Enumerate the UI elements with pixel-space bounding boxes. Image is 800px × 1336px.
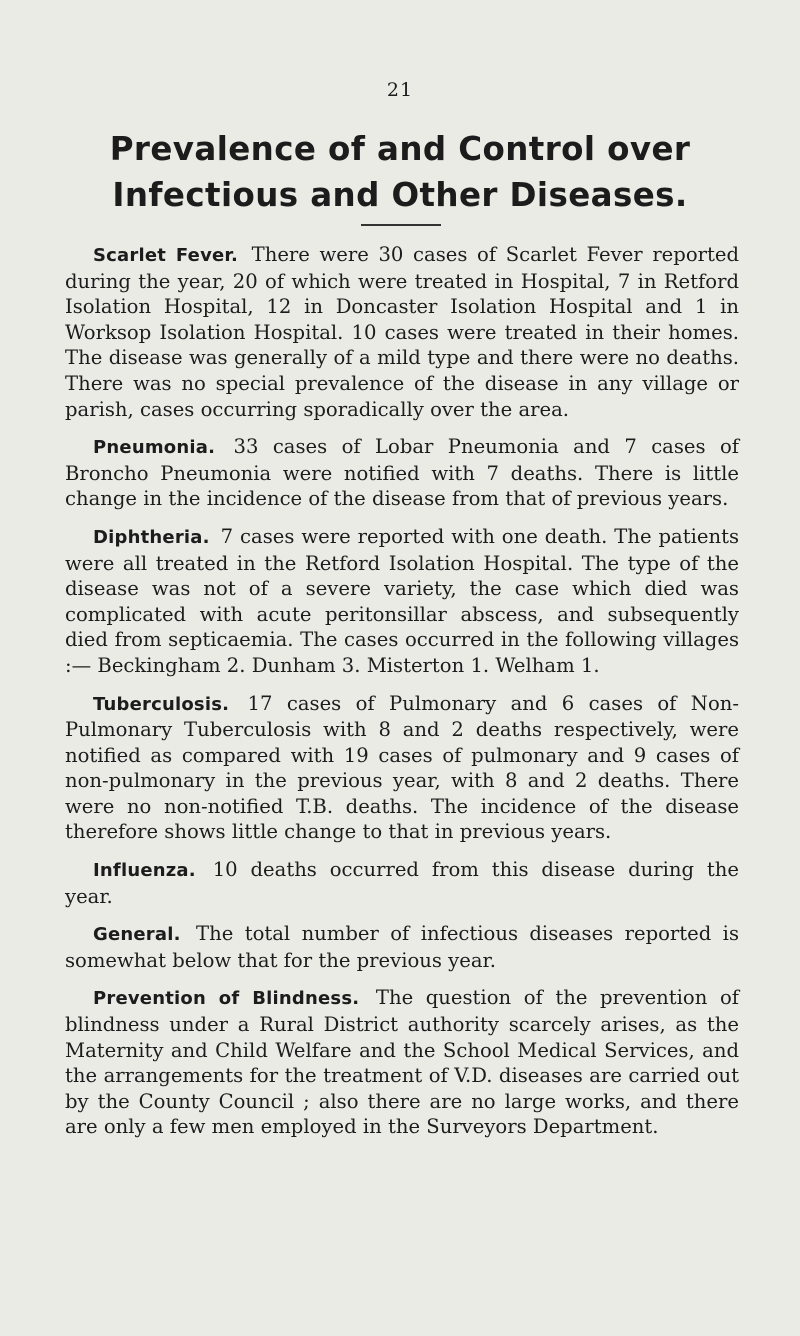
body-text [65,242,739,1152]
section-scarlet-fever [65,242,739,422]
section-heading: General. [93,924,181,946]
section-tuberculosis [65,691,739,846]
section-prevention-of-blindness [65,985,739,1140]
section-text: There were 30 cases of Scarlet Fever reported during the year, 20 of which were treated in Hospital, 7 in Retford Isolation Hospital, 12 in Doncaster Isolation Hospital and 1 in Worksop Isolation Hospital. 10 cases were treated in their homes. The disease was generally of a mild type and there were no deaths. There was no special prevalence of the disease in any village or parish, cases occurring sporadically over the area. [65,243,739,421]
section-heading: Tuberculosis. [93,693,230,715]
section-text: 10 deaths occurred from this disease during the year. [65,858,739,908]
section-heading: Influenza. [93,860,196,882]
section-heading: Prevention of Blindness. [93,988,360,1010]
section-heading: Diphtheria. [93,526,210,548]
section-influenza [65,857,739,909]
page-title [0,126,800,218]
section-text: The total number of infectious diseases reported is somewhat below that for the previous year. [65,922,739,972]
section-heading: Pneumonia. [93,437,216,459]
section-text: 33 cases of Lobar Pneumonia and 7 cases of Broncho Pneumonia were notified with 7 deaths. There is little change in the incidence of the disease from that of previous years. [65,435,739,511]
section-pneumonia [65,434,739,512]
title-divider [361,224,441,226]
section-diphtheria [65,524,739,679]
section-text: 17 cases of Pulmonary and 6 cases of Non-Pulmonary Tuberculosis with 8 and 2 deaths respectively, were notified as compared with 19 cases of pulmonary and 9 cases of non-pulmonary in the previous year, with 8 and 2 deaths. There were no non-notified T.B. deaths. The incidence of the disease therefore shows little change to that in previous years. [65,691,739,844]
page-number: 21 [386,79,414,101]
title-line-1: Prevalence of and Control over [109,130,691,168]
section-heading: Scarlet Fever. [93,245,238,266]
section-text: The question of the prevention of blindness under a Rural District authority scarcely arises, as the Maternity and Child Welfare and the School Medical Services, and the arrangements for the treatment of V.D. diseases are carried out by the County Council ; also there are no large works, and there are only a few men employed in the Surveyors Department. [65,986,739,1139]
section-text: 7 cases were reported with one death. The patients were all treated in the Retford Isolation Hospital. The type of the disease was not of a severe variety, the case which died was complicated with acute peritonsillar abscess, and subsequently died from septicaemia. The cases occurred in the following villages :— Beckingham 2. Dunham 3. Misterton 1. Welham 1. [65,524,739,677]
title-line-2: Infectious and Other Diseases. [112,176,688,214]
section-general [65,921,739,973]
